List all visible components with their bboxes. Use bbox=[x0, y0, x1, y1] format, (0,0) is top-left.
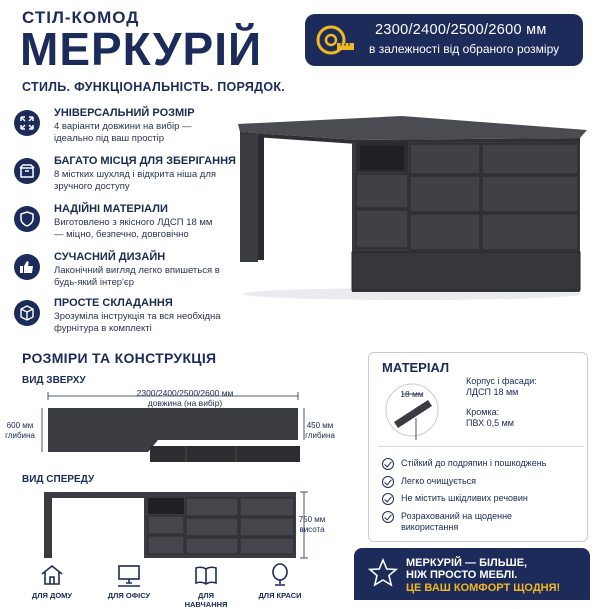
check-circle-icon bbox=[382, 511, 394, 523]
tape-measure-icon bbox=[315, 21, 355, 59]
material-thickness: 18 мм bbox=[400, 389, 424, 399]
shield-icon bbox=[19, 211, 35, 227]
height-label: висота bbox=[299, 525, 325, 534]
feature-desc: Виготовлено з якісного ЛДСП 18 мм — міцно, безпечно, довговічно bbox=[54, 217, 213, 240]
feature-title: БАГАТО МІСЦЯ ДЛЯ ЗБЕРІГАННЯ bbox=[54, 155, 236, 167]
product-subtitle: СТІЛ-КОМОД bbox=[22, 8, 140, 27]
divider bbox=[378, 446, 584, 447]
cta-line2: НІЖ ПРОСТО МЕБЛІ. bbox=[406, 569, 518, 581]
cta-line3: ЦЕ ВАШ КОМФОРТ ЩОДНЯ! bbox=[406, 582, 561, 594]
top-view-label: ВИД ЗВЕРХУ bbox=[22, 375, 86, 386]
cta-line1: МЕРКУРІЙ — БІЛЬШЕ, bbox=[406, 557, 528, 569]
length-value: 2300/2400/2500/2600 мм bbox=[136, 388, 234, 398]
material-title: МАТЕРІАЛ bbox=[382, 360, 450, 375]
length-label: довжина (на вибір) bbox=[147, 398, 223, 408]
house-icon bbox=[39, 562, 65, 588]
front-view-label: ВИД СПЕРЕДУ bbox=[22, 474, 95, 485]
slogan: СТИЛЬ. ФУНКЦІОНАЛЬНІСТЬ. ПОРЯДОК. bbox=[22, 80, 286, 94]
check-circle-icon bbox=[382, 493, 394, 505]
feature-title: НАДІЙНІ МАТЕРІАЛИ bbox=[54, 203, 168, 215]
check-circle-icon bbox=[382, 458, 394, 470]
section-title: РОЗМІРИ ТА КОНСТРУКЦІЯ bbox=[22, 350, 217, 366]
check-circle-icon bbox=[382, 476, 394, 488]
depth-left-label: глибина bbox=[5, 431, 35, 440]
mirror-icon bbox=[267, 562, 293, 588]
depth-left-value: 600 мм bbox=[6, 421, 34, 430]
material-edge-label: Кромка: bbox=[466, 407, 500, 417]
size-badge bbox=[305, 14, 583, 66]
feature-desc: Лаконічний вигляд легко впишеться в будь-який інтер'єр bbox=[54, 265, 220, 288]
height-value: 750 мм bbox=[298, 515, 326, 524]
thumbs-up-icon bbox=[19, 259, 35, 275]
book-icon bbox=[193, 562, 219, 588]
size-note: в залежності від обраного розміру bbox=[369, 42, 560, 56]
feature-title: УНІВЕРСАЛЬНИЙ РОЗМІР bbox=[54, 107, 195, 119]
monitor-icon bbox=[116, 562, 142, 588]
cta-banner bbox=[354, 548, 590, 600]
feature-title: ПРОСТЕ СКЛАДАННЯ bbox=[54, 297, 173, 309]
feature-desc: Зрозуміла інструкція та вся необхідна фурнітура в комплекті bbox=[54, 311, 221, 334]
material-body-label: Корпус і фасади: bbox=[466, 376, 537, 386]
material-body-value: ЛДСП 18 мм bbox=[466, 387, 519, 397]
desk-dresser-image bbox=[232, 102, 592, 302]
feature-desc: 4 варіанти довжини на вибір — ідеально під ваш простір bbox=[54, 121, 192, 144]
size-options: 2300/2400/2500/2600 мм bbox=[375, 22, 547, 38]
depth-right-value: 450 мм bbox=[306, 421, 334, 430]
feature-title: СУЧАСНИЙ ДИЗАЙН bbox=[54, 251, 166, 263]
board-section-icon bbox=[380, 378, 444, 444]
depth-right-label: глибина bbox=[305, 431, 335, 440]
cube-icon bbox=[19, 305, 35, 321]
expand-arrows-icon bbox=[19, 115, 35, 131]
front-view-drawing bbox=[36, 488, 326, 560]
star-icon bbox=[368, 558, 398, 588]
product-title: МЕРКУРІЙ bbox=[20, 23, 263, 75]
storage-box-icon bbox=[19, 163, 35, 179]
material-edge-value: ПВХ 0,5 мм bbox=[466, 418, 514, 428]
feature-desc: 8 містких шухляд і відкрита ніша для зручного доступу bbox=[54, 169, 217, 192]
